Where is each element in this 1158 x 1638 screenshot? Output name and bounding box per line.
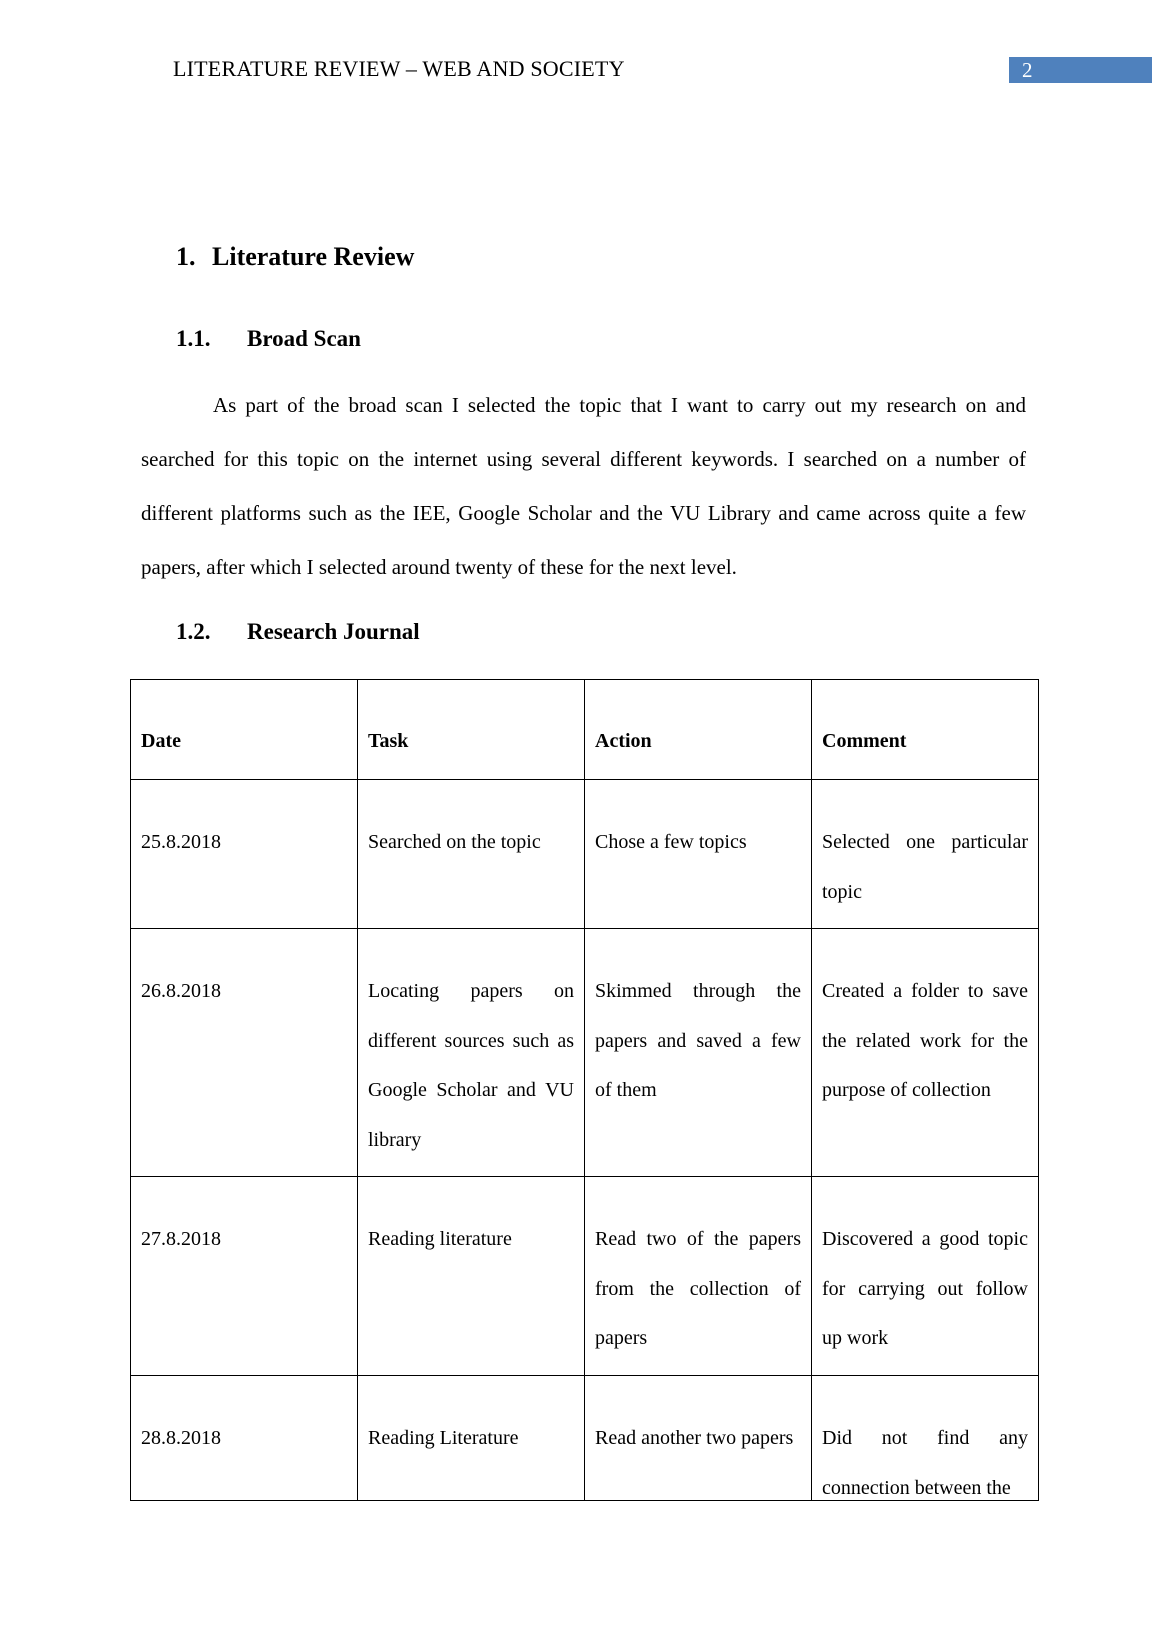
column-header-comment: Comment bbox=[812, 680, 1039, 780]
research-journal-table bbox=[130, 679, 1039, 1501]
date-cell bbox=[131, 1376, 358, 1501]
subsection-heading-research-journal bbox=[176, 619, 420, 645]
subsection-number: 1.2. bbox=[176, 619, 211, 644]
table-row bbox=[131, 929, 1039, 1177]
table-row bbox=[131, 1376, 1039, 1501]
comment-cell bbox=[812, 1376, 1039, 1501]
column-header-task: Task bbox=[358, 680, 585, 780]
subsection-number: 1.1. bbox=[176, 326, 211, 351]
date-cell: 25.8.2018 bbox=[131, 780, 358, 929]
broad-scan-paragraph: As part of the broad scan I selected the topic that I want to carry out my research on and searched for this topic on the internet using several different keywords. I searched on a number of different platforms such as the IEE, Google Scholar and the VU Library and came across quite a few papers, after which I selected around twenty of these for the next level. bbox=[141, 393, 1026, 579]
table-header-row bbox=[131, 680, 1039, 780]
action-cell bbox=[585, 1376, 812, 1501]
comment-text: Did not find any connection between the bbox=[822, 1427, 1028, 1499]
subsection-title: Broad Scan bbox=[247, 326, 361, 351]
action-cell: Skimmed through the papers and saved a few of them bbox=[585, 929, 812, 1177]
running-header-title: LITERATURE REVIEW – WEB AND SOCIETY bbox=[173, 56, 625, 81]
task-cell: Locating papers on different sources such as Google Scholar and VU library bbox=[358, 929, 585, 1177]
section-number: 1. bbox=[176, 242, 196, 271]
page-number: 2 bbox=[1022, 58, 1033, 82]
section-heading-literature-review bbox=[176, 242, 414, 272]
table-row bbox=[131, 780, 1039, 929]
task-text: Reading Literature bbox=[368, 1427, 519, 1449]
subsection-heading-broad-scan bbox=[176, 326, 361, 352]
action-cell: Read two of the papers from the collection of papers bbox=[585, 1177, 812, 1376]
page-number-badge bbox=[1009, 57, 1152, 83]
date-cell: 27.8.2018 bbox=[131, 1177, 358, 1376]
section-title: Literature Review bbox=[212, 242, 415, 271]
task-cell: Reading literature bbox=[358, 1177, 585, 1376]
column-header-action: Action bbox=[585, 680, 812, 780]
subsection-title: Research Journal bbox=[247, 619, 420, 644]
comment-cell: Discovered a good topic for carrying out follow up work bbox=[812, 1177, 1039, 1376]
task-cell bbox=[358, 1376, 585, 1501]
column-header-date: Date bbox=[131, 680, 358, 780]
date-text: 28.8.2018 bbox=[141, 1427, 221, 1449]
table-row bbox=[131, 1177, 1039, 1376]
task-cell: Searched on the topic bbox=[358, 780, 585, 929]
action-text: Read another two papers bbox=[595, 1427, 794, 1449]
date-cell: 26.8.2018 bbox=[131, 929, 358, 1177]
comment-cell: Selected one particular topic bbox=[812, 780, 1039, 929]
comment-cell: Created a folder to save the related work for the purpose of collection bbox=[812, 929, 1039, 1177]
action-cell: Chose a few topics bbox=[585, 780, 812, 929]
